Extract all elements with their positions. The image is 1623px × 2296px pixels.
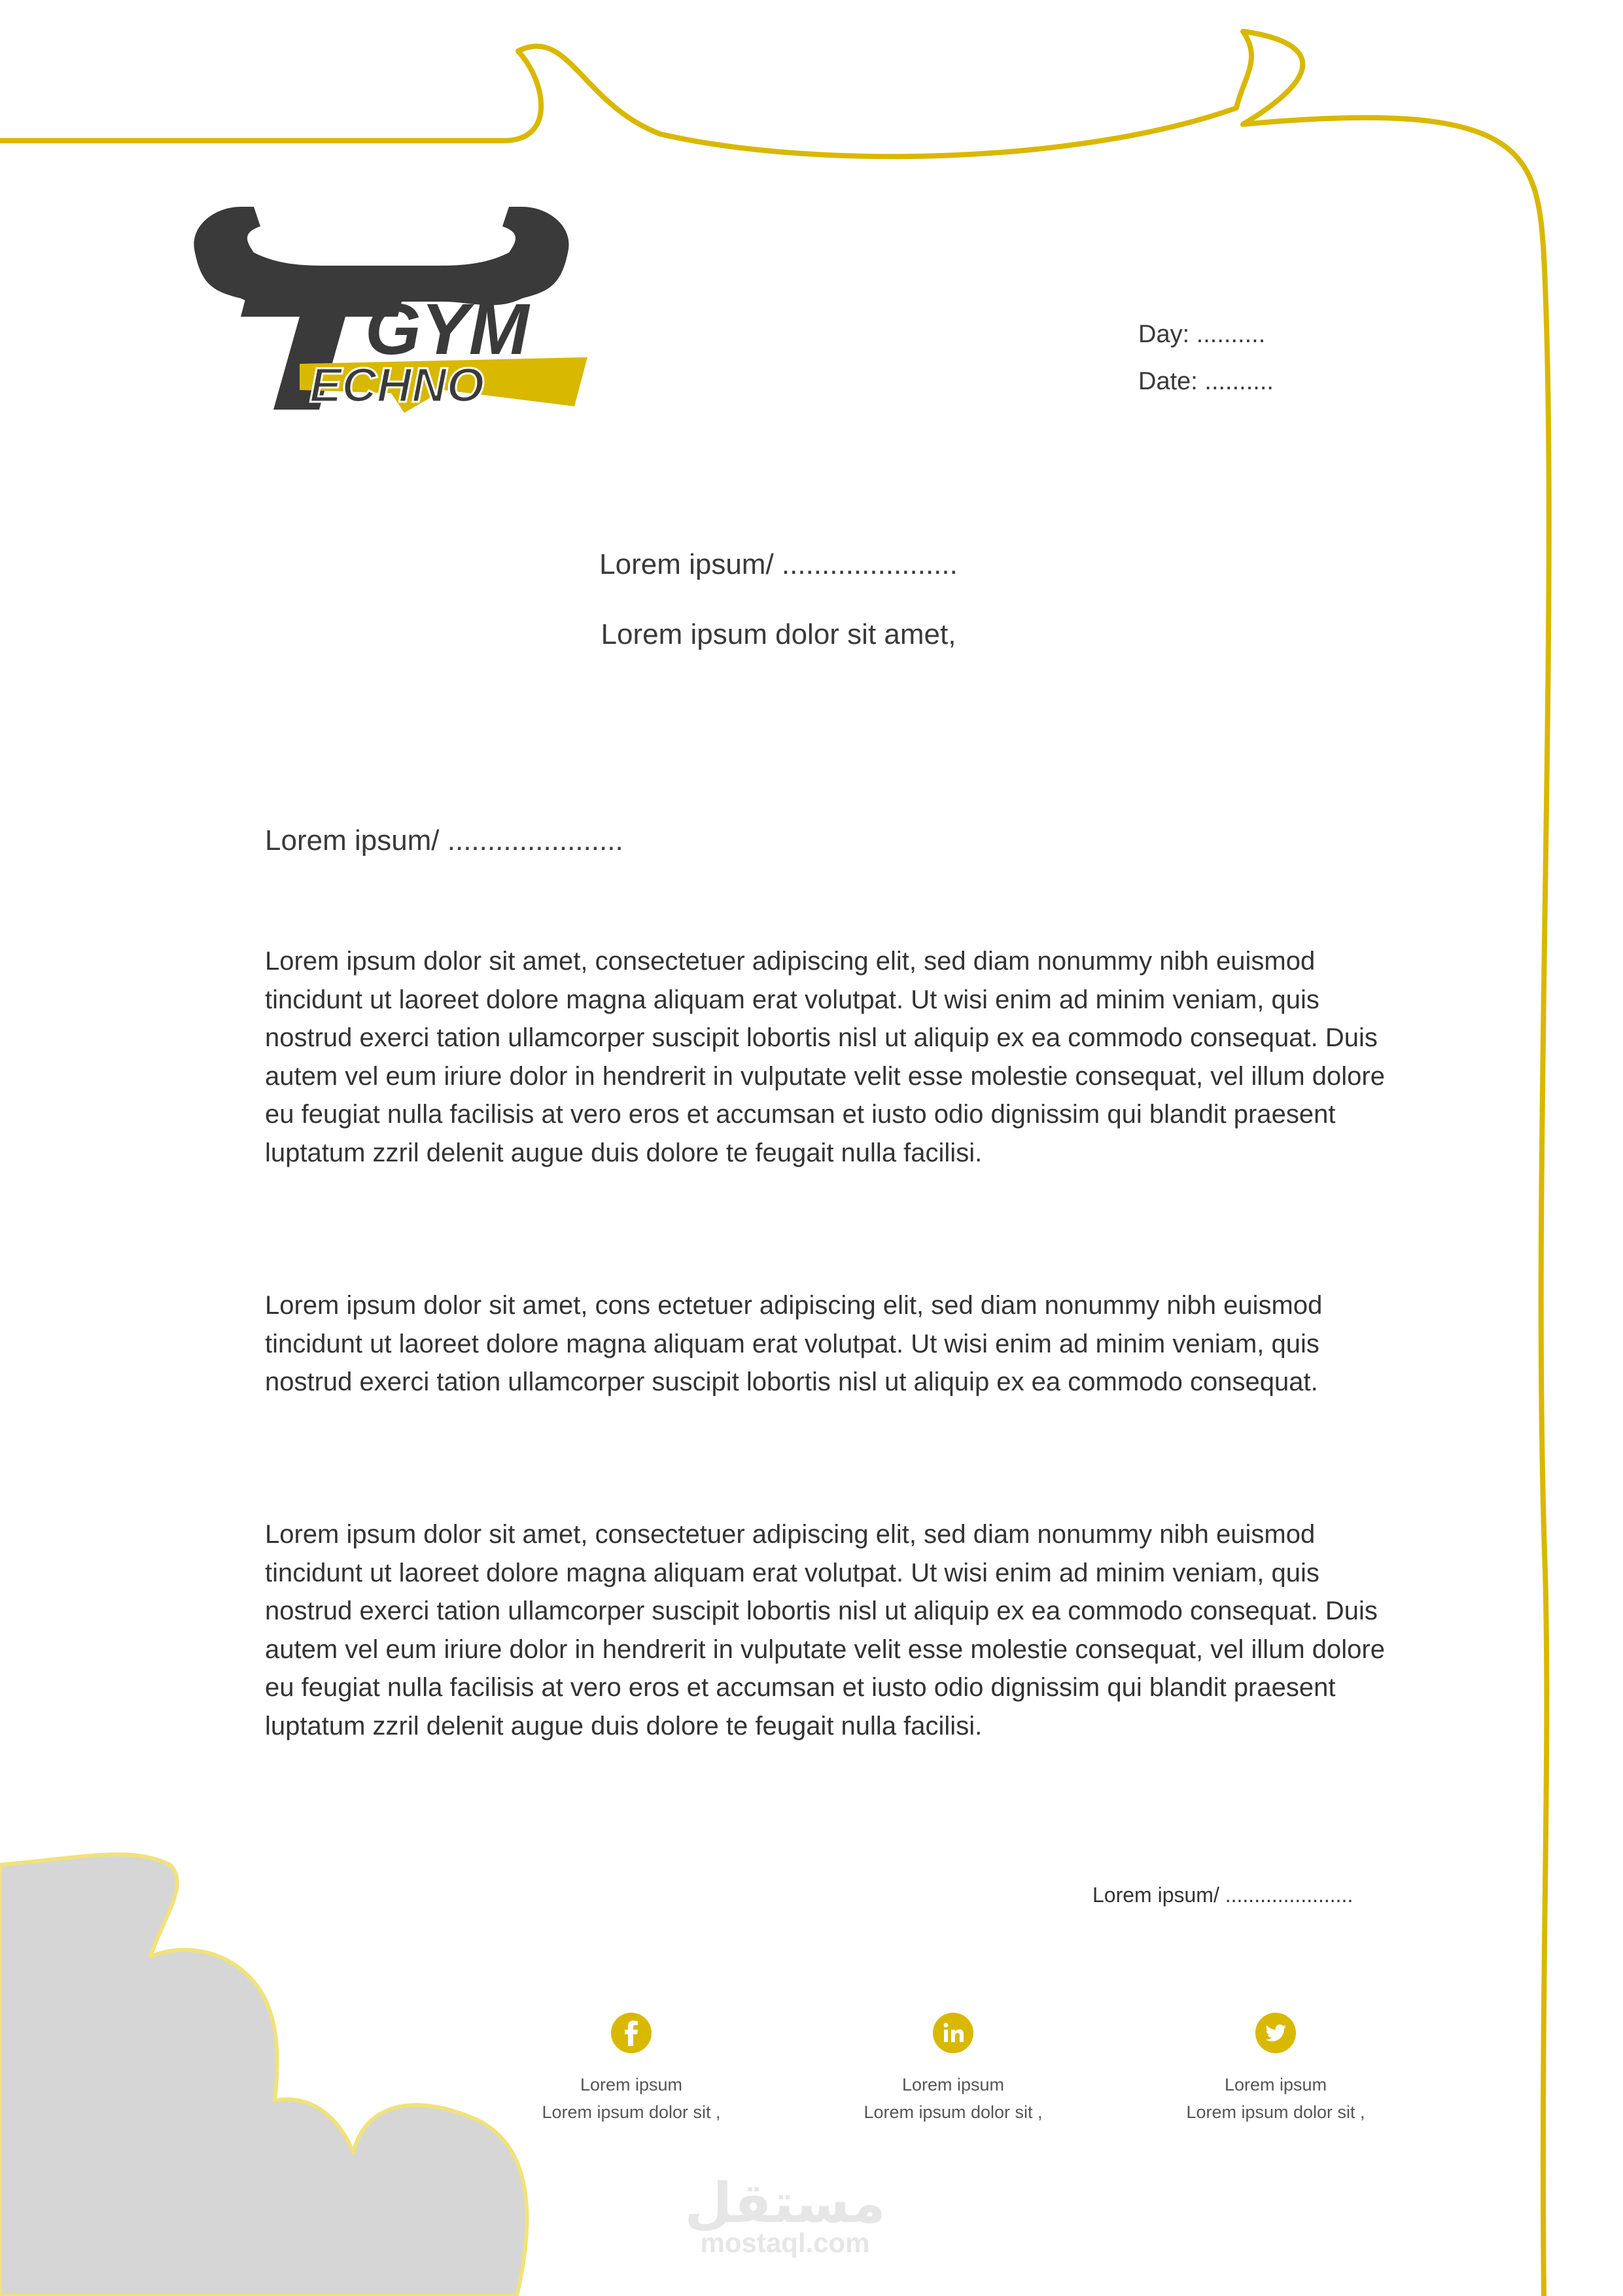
twitter-icon[interactable] <box>1255 2012 1297 2054</box>
social-twitter-title: Lorem ipsum <box>1224 2075 1327 2094</box>
linkedin-icon[interactable] <box>932 2012 974 2054</box>
watermark-latin: mostaql.com <box>700 2227 870 2258</box>
recipient-subject: Lorem ipsum dolor sit amet, <box>601 618 956 650</box>
social-linkedin-title: Lorem ipsum <box>901 2075 1005 2094</box>
recipient-name: Lorem ipsum/ ...................... <box>599 548 958 580</box>
watermark-arabic: مستقل <box>684 2171 886 2235</box>
social-facebook-detail: Lorem ipsum dolor sit , <box>542 2102 721 2122</box>
flexed-arm-graphic <box>0 1845 550 2296</box>
social-twitter[interactable] <box>1138 2012 1413 2126</box>
social-linkedin-detail: Lorem ipsum dolor sit , <box>864 2102 1043 2122</box>
social-linkedin[interactable] <box>816 2012 1091 2126</box>
body-paragraph-3: Lorem ipsum dolor sit amet, consectetuer adipiscing elit, sed diam nonummy nibh euismod tincidunt ut laoreet dolore magna aliquam erat volutpat. Ut wisi enim ad minim veniam, quis nostrud exerci tation ullamcorper suscipit lobortis nisl ut aliquip ex ea commodo consequat. Duis autem vel eum iriure dolor in hendrerit in vulputate velit esse molestie consequat, vel illum dolore eu feugiat nulla facilisis at vero eros et accumsan et iusto odio dignissim qui blandit praesent luptatum zzril delenit augue duis dolore te feugait nulla facilisi. <box>265 1520 1385 1740</box>
svg-text:GYM: GYM <box>365 289 529 370</box>
brand-logo <box>169 194 611 419</box>
salutation: Lorem ipsum/ ...................... <box>265 824 623 857</box>
social-facebook[interactable] <box>494 2012 769 2126</box>
signature-line: Lorem ipsum/ ...................... <box>1092 1883 1353 1907</box>
date-field: Date: .......... <box>1138 368 1274 395</box>
social-facebook-title: Lorem ipsum <box>580 2075 683 2094</box>
facebook-icon[interactable] <box>610 2012 652 2054</box>
social-twitter-detail: Lorem ipsum dolor sit , <box>1186 2102 1365 2122</box>
body-paragraph-2: Lorem ipsum dolor sit amet, cons ectetuer adipiscing elit, sed diam nonummy nibh euismod tincidunt ut laoreet dolore magna aliquam erat volutpat. Ut wisi enim ad minim veniam, quis nostrud exerci tation ullamcorper suscipit lobortis nisl ut aliquip ex ea commodo consequat. <box>265 1291 1323 1396</box>
day-field: Day: .......... <box>1138 321 1266 348</box>
svg-text:ECHNO: ECHNO <box>309 358 485 412</box>
body-paragraph-1: Lorem ipsum dolor sit amet, consectetuer adipiscing elit, sed diam nonummy nibh euismod tincidunt ut laoreet dolore magna aliquam erat volutpat. Ut wisi enim ad minim veniam, quis nostrud exerci tation ullamcorper suscipit lobortis nisl ut aliquip ex ea commodo consequat. Duis autem vel eum iriure dolor in hendrerit in vulputate velit esse molestie consequat, vel illum dolore eu feugiat nulla facilisis at vero eros et accumsan et iusto odio dignissim qui blandit praesent luptatum zzril delenit augue duis dolore te feugait nulla facilisi. <box>265 947 1385 1167</box>
